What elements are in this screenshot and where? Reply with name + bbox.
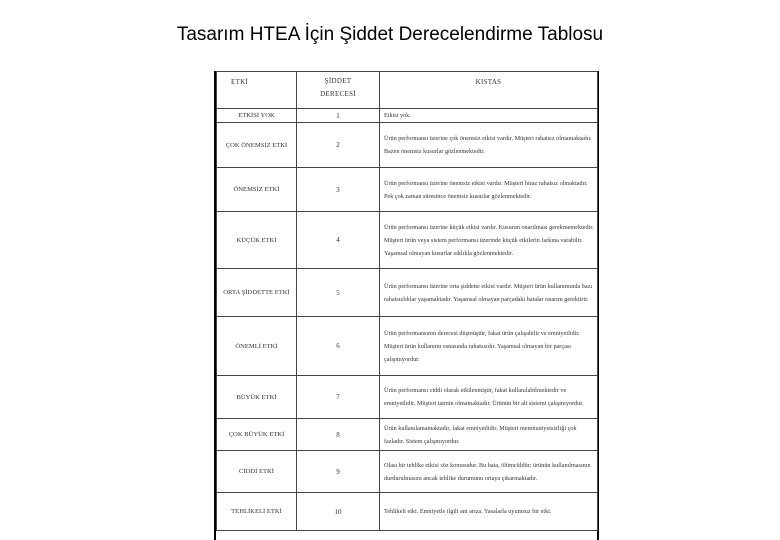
row-degree: 7 (297, 376, 380, 419)
row-degree: 1 (297, 109, 380, 123)
row-effect: KÜÇÜK ETKİ (217, 212, 297, 269)
row-criteria: Etkisi yok. (380, 109, 598, 123)
slide-title: Tasarım HTEA İçin Şiddet Derecelendirme Tablosu (176, 24, 604, 45)
row-degree: 2 (297, 123, 380, 168)
row-criteria: Ürün performansı üzerine önemsiz etkisi vardır. Müşteri biraz rahatsız olmaktadır. Pek çok zaman süresince önemsiz kusurlar gözlenmektedir. (380, 168, 598, 212)
header-criteria: KISTAS (380, 72, 598, 109)
row-effect: ORTA ŞİDDETTE ETKİ (217, 269, 297, 317)
table-row (217, 212, 598, 269)
row-criteria: Ürün performansının derecesi düşmüştür, fakat ürün çalışabilir ve emniyetlidir. Müşteri ürün kullanımı esnasında rahatsızdır. Yaşamsal olmayan bir parçası çalışmıyordur. (380, 317, 598, 376)
row-effect: ETKİSİ YOK (217, 109, 297, 123)
severity-table-scan (214, 71, 599, 540)
row-criteria: Tehlikeli etki. Emniyetle ilgili ani arıza. Yasalarla uyumsuz bir etki. (380, 493, 598, 531)
row-effect: ÇOK ÖNEMSİZ ETKİ (217, 123, 297, 168)
header-effect: ETKİ (217, 72, 297, 109)
header-degree-line1: ŞİDDET (324, 77, 352, 85)
table-row (217, 168, 598, 212)
row-effect: TEHLİKELİ ETKİ (217, 493, 297, 531)
row-criteria: Ürün performansı üzerine küçük etkisi vardır. Kusurun onarılması gerekmemektedir. Müşteri ürün veya sistem performansı üzerinde küçük etkilerin farkına varabilir. Yaşamsal olmayan kusurlar sıklıkla gözlenmektedir. (380, 212, 598, 269)
table-row (217, 269, 598, 317)
row-degree: 6 (297, 317, 380, 376)
row-effect: BÜYÜK ETKİ (217, 376, 297, 419)
row-criteria: Olası bir tehlike etkisi söz konusudur. Bu hata, ölümcüldür; ürünün kullanılmasının durdurulmasını ancak tehlike durumunu ortaya çıkarmaktadır. (380, 451, 598, 493)
table-header-row (217, 72, 598, 109)
row-degree: 10 (297, 493, 380, 531)
table-row (217, 109, 598, 123)
row-criteria: Ürün performansı üzerine orta şiddette etkisi vardır. Müşteri ürün kullanımında bazı rahatsızlıklar yaşamaktadır. Yaşamsal olmayan parçadaki hatalar onarım gerektirir. (380, 269, 598, 317)
table-row (217, 376, 598, 419)
table-row (217, 493, 598, 531)
row-effect: ÖNEMLİ ETKİ (217, 317, 297, 376)
row-degree: 9 (297, 451, 380, 493)
row-criteria: Ürün performansı üzerine çok önemsiz etkisi vardır. Müşteri rahatsız olmamaktadır. Bazen önemsiz kusurlar gözlenmektedir. (380, 123, 598, 168)
row-effect: ÖNEMSİZ ETKİ (217, 168, 297, 212)
table-row (217, 317, 598, 376)
row-criteria: Ürün kullanılamamaktadır, fakat emniyetlidir. Müşteri memnuniyetsizliği çok fazladır. Sistem çalışmıyordur. (380, 419, 598, 451)
row-degree: 8 (297, 419, 380, 451)
row-degree: 4 (297, 212, 380, 269)
header-degree (297, 72, 380, 109)
severity-rating-table (216, 71, 598, 531)
row-degree: 3 (297, 168, 380, 212)
table-row (217, 451, 598, 493)
table-row (217, 123, 598, 168)
table-row (217, 419, 598, 451)
header-degree-line2: DERECESİ (320, 90, 356, 98)
row-effect: CİDDİ ETKİ (217, 451, 297, 493)
row-effect: ÇOK BÜYÜK ETKİ (217, 419, 297, 451)
row-criteria: Ürün performansı ciddi olarak etkilenmiştir, fakat kullanılabilmektedir ve emniyetlidir. Müşteri tatmin olmamaktadır. Ürünün bir alt sistemi çalışmıyordur. (380, 376, 598, 419)
row-degree: 5 (297, 269, 380, 317)
